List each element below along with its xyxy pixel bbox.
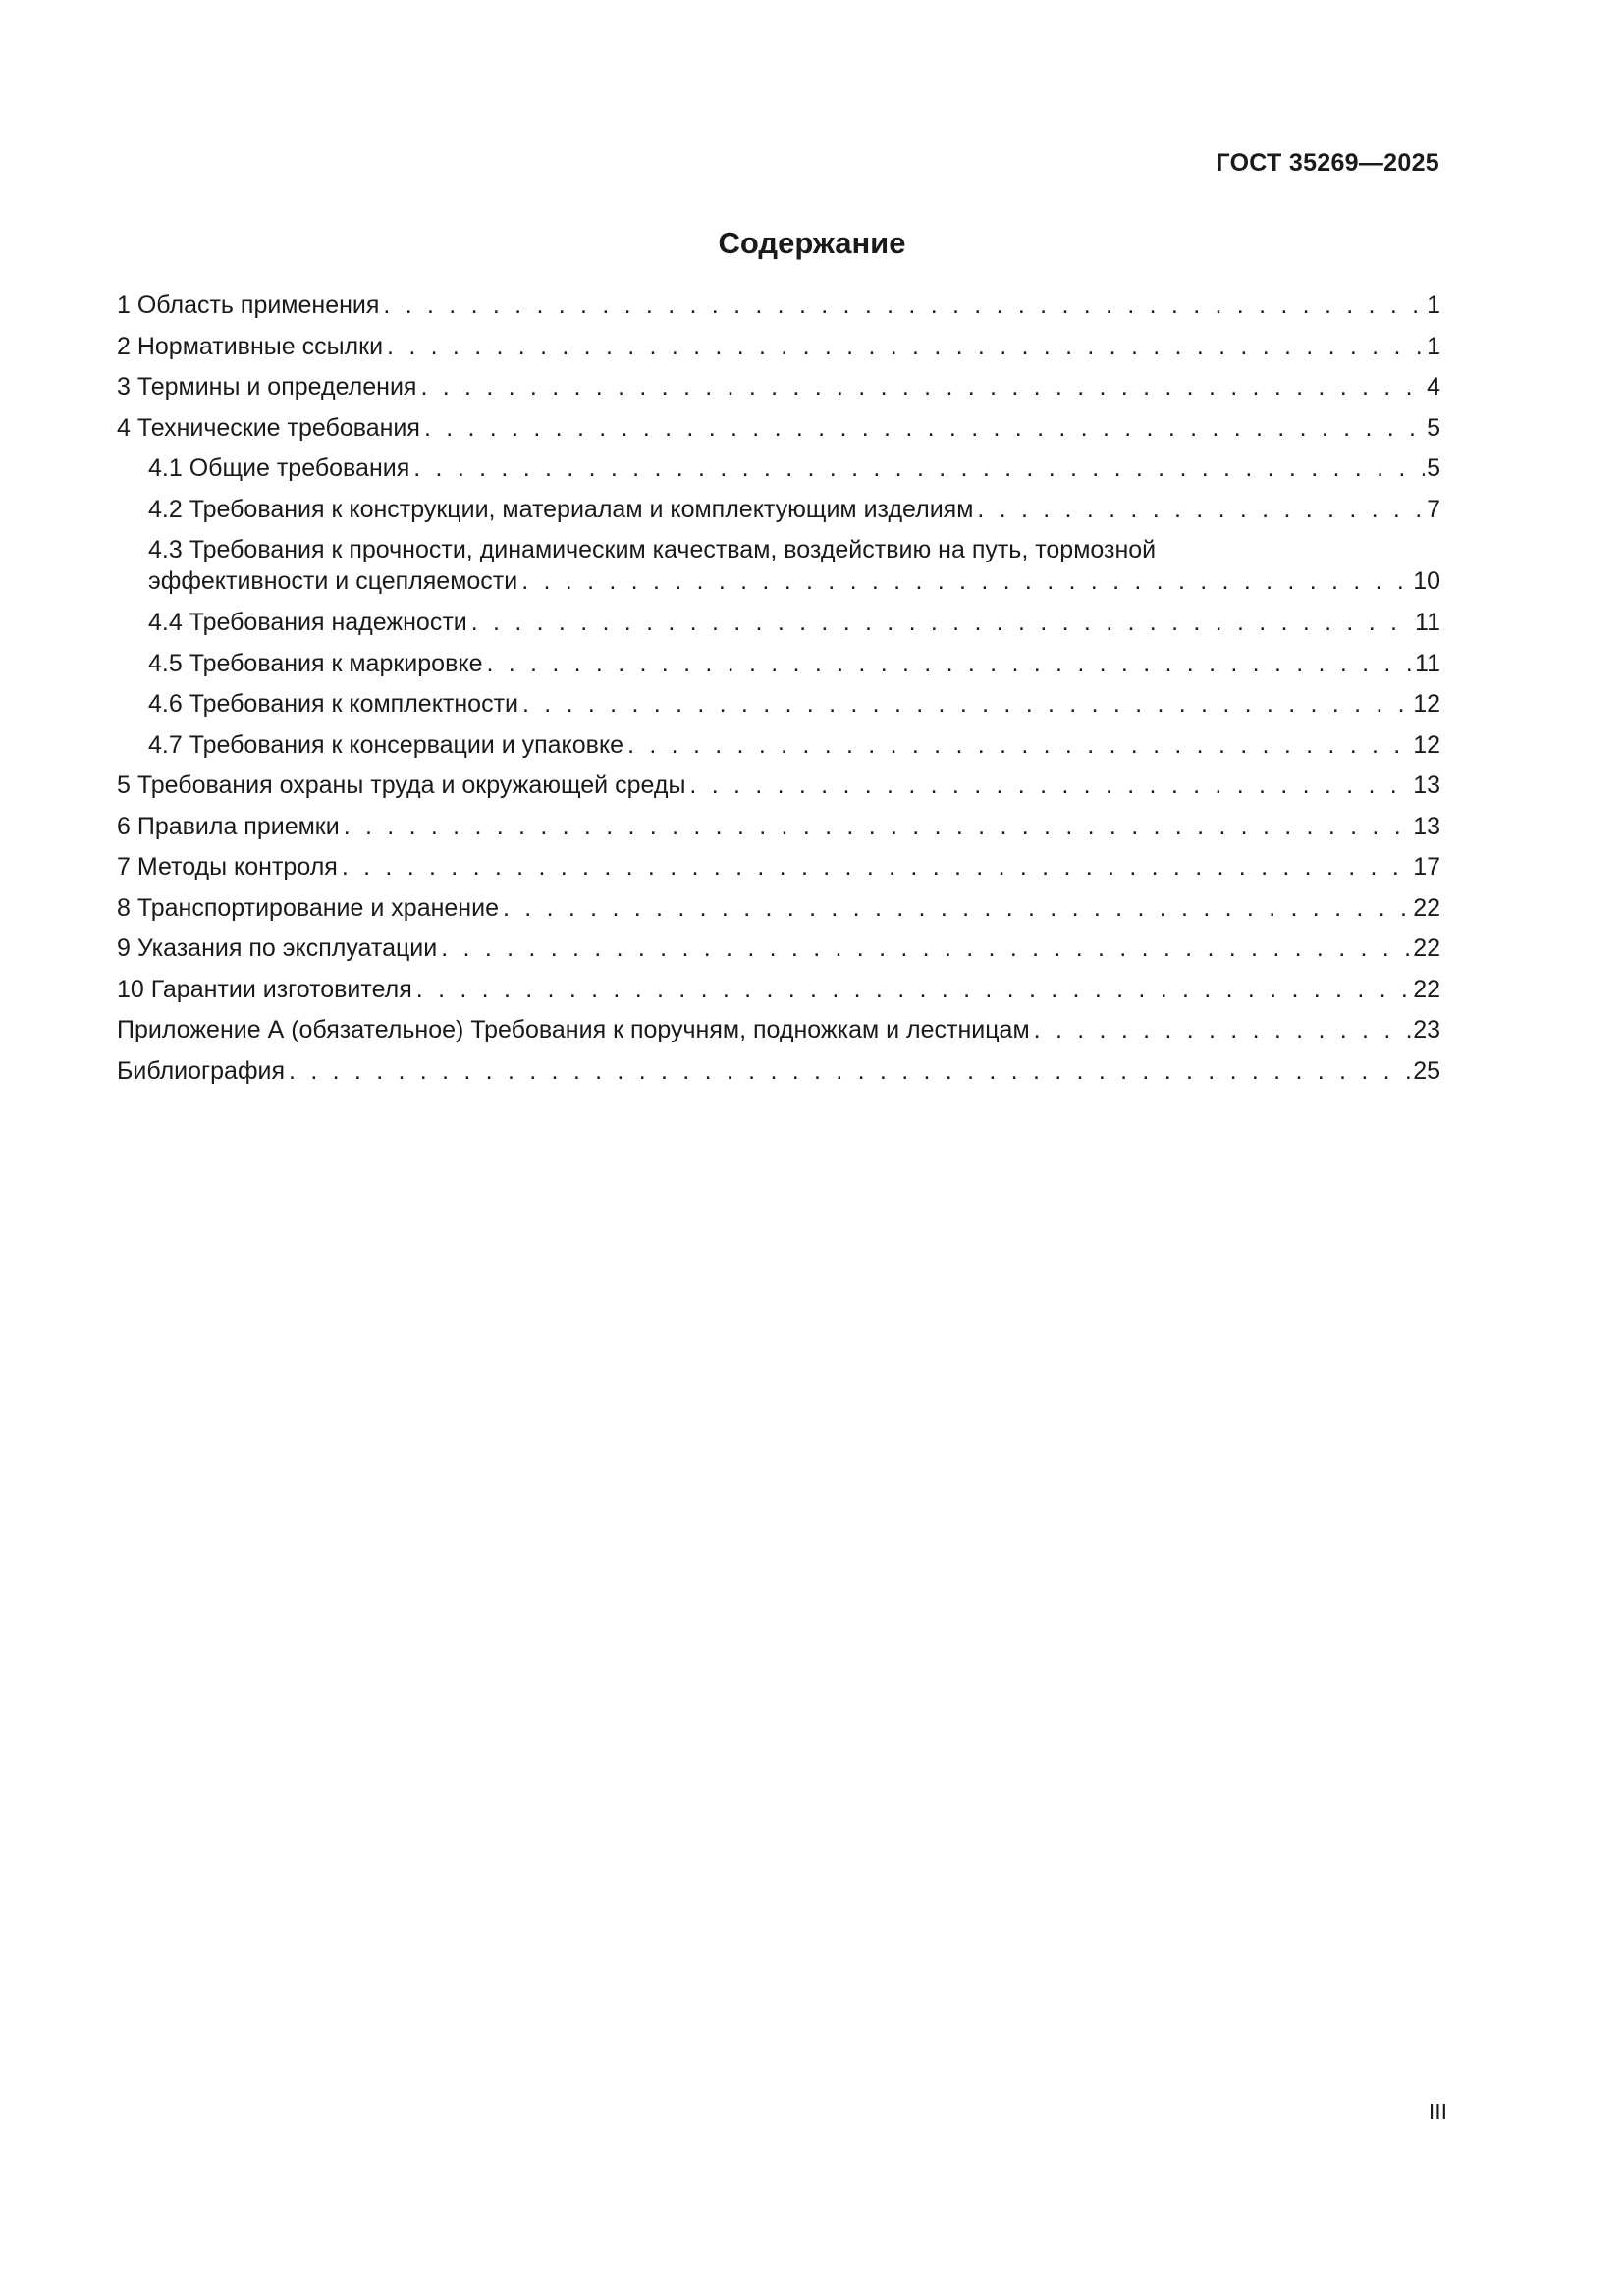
toc-entry-line2 — [148, 565, 1440, 597]
toc-entry-3[interactable] — [117, 367, 1440, 408]
toc-entry-page: 10 — [1413, 567, 1440, 595]
toc-dot-leader — [521, 565, 1411, 597]
toc-entry-4[interactable] — [117, 408, 1440, 450]
toc-entry-page: 12 — [1413, 730, 1440, 759]
toc-entry-label: 4.6 Требования к комплектности — [148, 690, 518, 718]
toc-entry-page: 17 — [1413, 853, 1440, 881]
toc-entry-label: 6 Правила приемки — [117, 812, 340, 840]
toc-entry-page: 22 — [1413, 893, 1440, 922]
toc-title: Содержание — [718, 226, 906, 260]
toc-entry-page: 11 — [1415, 609, 1440, 636]
toc-dot-leader — [471, 603, 1413, 644]
toc-entry-label: Приложение А (обязательное) Требования к поручням, подножкам и лестницам — [117, 1016, 1030, 1043]
toc-entry-label: 1 Область применения — [117, 292, 380, 319]
toc-entry-page: 25 — [1413, 1056, 1440, 1085]
toc-entry-page: 5 — [1427, 413, 1440, 442]
toc-dot-leader — [420, 367, 1425, 408]
toc-entry-label: 10 Гарантии изготовителя — [117, 975, 412, 1003]
toc-entry-10[interactable] — [117, 970, 1440, 1011]
toc-dot-leader — [289, 1051, 1411, 1093]
toc-dot-leader — [977, 490, 1425, 531]
toc-dot-leader — [383, 286, 1425, 327]
toc-dot-leader — [342, 847, 1411, 888]
toc-dot-leader — [413, 449, 1425, 490]
toc-dot-leader — [503, 888, 1411, 930]
toc-entry-label: Библиография — [117, 1056, 286, 1085]
toc-entry-page: 22 — [1413, 975, 1440, 1003]
toc-entry-label: 4.7 Требования к консервации и упаковке — [148, 730, 624, 759]
toc-dot-leader — [424, 408, 1425, 450]
toc-dot-leader — [689, 766, 1411, 807]
toc-dot-leader — [387, 327, 1425, 368]
toc-entry-4-7[interactable] — [117, 725, 1440, 767]
toc-entry-page: 5 — [1427, 454, 1440, 482]
toc-entry-4-4[interactable] — [117, 603, 1440, 644]
toc-entry-label-line1: 4.3 Требования к прочности, динамическим качествам, воздействию на путь, тормозной — [148, 536, 1157, 563]
toc-entry-appendix-a[interactable] — [117, 1010, 1440, 1051]
toc-entry-8[interactable] — [117, 888, 1440, 930]
toc-entry-label: 4.1 Общие требования — [148, 454, 410, 482]
toc-dot-leader — [627, 725, 1411, 767]
toc-entry-4-1[interactable] — [117, 449, 1440, 490]
toc-dot-leader — [416, 970, 1411, 1011]
toc-entry-page: 13 — [1413, 812, 1440, 840]
toc-entry-4-2[interactable] — [117, 490, 1440, 531]
toc-dot-leader — [441, 929, 1411, 970]
page-number: III — [1428, 2099, 1447, 2124]
document-code: ГОСТ 35269—2025 — [1216, 149, 1439, 177]
toc-entry-page: 7 — [1427, 495, 1440, 523]
toc-entry-5[interactable] — [117, 766, 1440, 807]
toc-dot-leader — [522, 684, 1411, 725]
toc-entry-1[interactable] — [117, 286, 1440, 327]
toc-entry-page: 4 — [1427, 373, 1440, 400]
toc-entry-9[interactable] — [117, 929, 1440, 970]
toc-entry-label: 5 Требования охраны труда и окружающей среды — [117, 772, 686, 799]
toc-entry-label: 2 Нормативные ссылки — [117, 332, 384, 360]
toc-entry-page: 1 — [1427, 292, 1440, 319]
toc-entry-page: 12 — [1413, 690, 1440, 718]
toc-dot-leader — [344, 807, 1411, 848]
toc-entry-page: 1 — [1427, 332, 1440, 360]
toc-entry-label: 7 Методы контроля — [117, 853, 338, 881]
toc-entry-7[interactable] — [117, 847, 1440, 888]
toc-entry-page: 11 — [1415, 649, 1440, 677]
toc-entry-4-5[interactable] — [117, 644, 1440, 685]
toc-entry-page: 23 — [1413, 1016, 1440, 1043]
toc-dot-leader — [486, 644, 1413, 685]
toc-entry-label: 9 Указания по эксплуатации — [117, 934, 438, 962]
toc-entry-label: 4 Технические требования — [117, 413, 420, 442]
toc-dot-leader — [1034, 1010, 1412, 1051]
toc-entry-label: 3 Термины и определения — [117, 373, 417, 400]
toc-entry-6[interactable] — [117, 807, 1440, 848]
toc-entry-label: 4.2 Требования к конструкции, материалам и комплектующим изделиям — [148, 495, 974, 523]
toc-entry-label: 8 Транспортирование и хранение — [117, 893, 499, 922]
toc-entry-label: 4.5 Требования к маркировке — [148, 649, 483, 677]
toc-entry-label-line2: эффективности и сцепляемости — [148, 567, 518, 595]
toc-entry-4-3[interactable] — [117, 530, 1440, 603]
toc-entry-page: 13 — [1413, 772, 1440, 799]
toc-entry-bibliography[interactable] — [117, 1051, 1440, 1093]
toc-entry-2[interactable] — [117, 327, 1440, 368]
table-of-contents — [117, 286, 1440, 1092]
toc-entry-4-6[interactable] — [117, 684, 1440, 725]
toc-entry-label: 4.4 Требования надежности — [148, 609, 467, 636]
toc-entry-page: 22 — [1413, 934, 1440, 962]
